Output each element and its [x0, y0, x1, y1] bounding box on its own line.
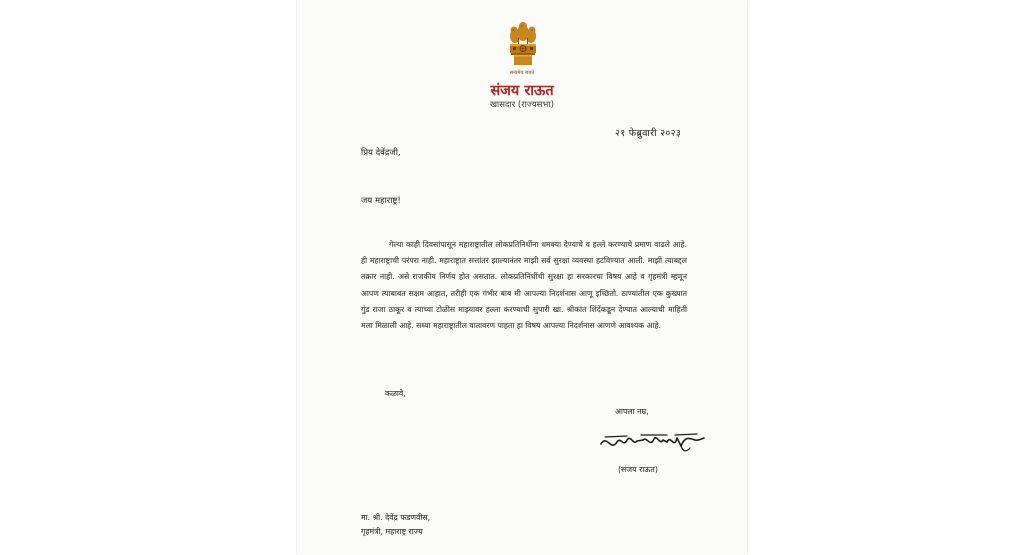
addressee-title: गृहमंत्री, महाराष्ट्र राज्य — [361, 527, 423, 536]
closing-text: कळावे, — [385, 389, 406, 398]
signatory-name: (संजय राऊत) — [618, 465, 658, 474]
emblem-motto: सत्यमेव जयते — [509, 70, 535, 76]
sender-name: संजय राऊत — [490, 83, 554, 99]
addressee-name: मा. श्री. देवेंद्र फडणवीस, — [361, 513, 431, 522]
addressee-block — [361, 511, 430, 539]
salutation: प्रिय देवेंद्रजी, — [361, 148, 401, 158]
letter-date: २१ फेब्रुवारी २०२३ — [615, 128, 682, 139]
letter-body: गेल्या काही दिवसांपासून महाराष्ट्रातील लोकप्रतिनिधींना धमक्या देण्याचे व हल्ले करण्याचे प्रमाण वाढले आहे. ही महाराष्ट्राची परंपरा नाही. महाराष्ट्रात सत्तांतर झाल्यानंतर माझी सर्व सुरक्षा व्यवस्था हटविण्यात आली. माझी त्याबद्दल तक्रार नाही. असे राजकीय निर्णय होत असतात. लोकप्रतिनिधींची सुरक्षा हा सरकारचा विषय आहे व गृहमंत्री म्हणून आपण त्याबाबत सक्षम आहात, तरीही एक गंभीर बाब मी आपल्या निदर्शनास आणू इच्छितो. ठाण्यातील एक कुख्यात गुंड राजा ठाकूर व त्याच्या टोळीस माझ्यावर हल्ला करण्याची सुपारी खा. श्रीकांत शिंदेंकडून देण्यात आल्याची माहिती मला मिळाली आहे. सध्या महाराष्ट्रातील वातावरण पाहता हा विषय आपल्या निदर्शनास आणणे आवश्यक आहे. — [361, 240, 687, 331]
handwritten-signature — [597, 428, 707, 458]
sign-off: आपला नम्र, — [615, 407, 649, 416]
letter-page — [297, 0, 747, 555]
sender-designation: खासदार (राज्यसभा) — [490, 100, 554, 110]
greeting: जय महाराष्ट्र! — [361, 196, 401, 206]
